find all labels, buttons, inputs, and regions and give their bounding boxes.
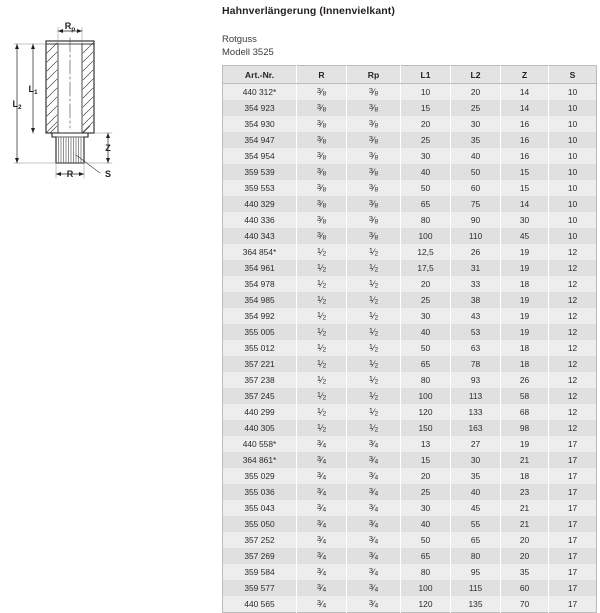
cell-art-nr: 355 012: [223, 340, 297, 356]
cell-s: 10: [549, 164, 597, 180]
table-row: [223, 388, 597, 404]
cell-s: 10: [549, 84, 597, 101]
cell-art-nr: 355 029: [223, 468, 297, 484]
cell-l1: 150: [401, 420, 451, 436]
cell-z: 21: [501, 500, 549, 516]
cell-rp: $^3⁄_4$: [347, 580, 401, 596]
cell-l1: 40: [401, 516, 451, 532]
cell-art-nr: 440 343: [223, 228, 297, 244]
cell-s: 17: [549, 468, 597, 484]
cell-art-nr: 354 954: [223, 148, 297, 164]
cell-z: 14: [501, 100, 549, 116]
label-l2: $L_2$: [12, 99, 22, 111]
cell-art-nr: 364 861*: [223, 452, 297, 468]
cell-s: 12: [549, 292, 597, 308]
cell-l2: 133: [451, 404, 501, 420]
cell-r: $^3⁄_8$: [297, 132, 347, 148]
table-row: [223, 548, 597, 564]
cell-l2: 135: [451, 596, 501, 613]
cell-l1: 80: [401, 212, 451, 228]
cell-l1: 20: [401, 116, 451, 132]
table-row: [223, 244, 597, 260]
table-row: [223, 308, 597, 324]
table-row: [223, 292, 597, 308]
cell-l1: 50: [401, 340, 451, 356]
cell-rp: $^3⁄_4$: [347, 436, 401, 452]
cell-l2: 30: [451, 116, 501, 132]
cell-s: 10: [549, 228, 597, 244]
cell-art-nr: 357 245: [223, 388, 297, 404]
cell-rp: $^3⁄_4$: [347, 564, 401, 580]
cell-z: 20: [501, 548, 549, 564]
col-header-z: Z: [501, 66, 549, 84]
cell-l1: 65: [401, 196, 451, 212]
table-row: [223, 148, 597, 164]
col-header-l1: L1: [401, 66, 451, 84]
cell-r: $^1⁄_2$: [297, 276, 347, 292]
cell-rp: $^3⁄_4$: [347, 532, 401, 548]
col-header-s: S: [549, 66, 597, 84]
cell-s: 12: [549, 308, 597, 324]
cell-z: 23: [501, 484, 549, 500]
cell-l2: 60: [451, 180, 501, 196]
cell-z: 70: [501, 596, 549, 613]
cell-l2: 95: [451, 564, 501, 580]
table-row: [223, 84, 597, 101]
col-header-art-nr: Art.-Nr.: [223, 66, 297, 84]
cell-rp: $^1⁄_2$: [347, 260, 401, 276]
cell-l1: 25: [401, 484, 451, 500]
cell-l2: 40: [451, 148, 501, 164]
cell-l2: 26: [451, 244, 501, 260]
cell-r: $^3⁄_8$: [297, 164, 347, 180]
cell-r: $^3⁄_8$: [297, 84, 347, 101]
cell-r: $^3⁄_8$: [297, 212, 347, 228]
label-rp: $R_p$: [64, 21, 76, 33]
cell-s: 10: [549, 100, 597, 116]
cell-r: $^3⁄_4$: [297, 532, 347, 548]
cell-r: $^3⁄_8$: [297, 100, 347, 116]
cell-l2: 35: [451, 468, 501, 484]
cell-z: 26: [501, 372, 549, 388]
cell-art-nr: 357 221: [223, 356, 297, 372]
cell-art-nr: 354 923: [223, 100, 297, 116]
cell-l1: 40: [401, 324, 451, 340]
cell-rp: $^1⁄_2$: [347, 404, 401, 420]
cell-r: $^3⁄_4$: [297, 436, 347, 452]
cell-rp: $^1⁄_2$: [347, 420, 401, 436]
cell-z: 14: [501, 196, 549, 212]
cell-s: 17: [549, 436, 597, 452]
cell-l1: 17,5: [401, 260, 451, 276]
cell-s: 10: [549, 132, 597, 148]
table-row: [223, 420, 597, 436]
cell-z: 18: [501, 340, 549, 356]
cell-rp: $^1⁄_2$: [347, 292, 401, 308]
cell-s: 17: [549, 564, 597, 580]
cell-art-nr: 440 558*: [223, 436, 297, 452]
cell-art-nr: 355 005: [223, 324, 297, 340]
cell-r: $^3⁄_8$: [297, 116, 347, 132]
cell-art-nr: 354 985: [223, 292, 297, 308]
cell-s: 12: [549, 420, 597, 436]
cell-r: $^3⁄_4$: [297, 596, 347, 613]
cell-l2: 50: [451, 164, 501, 180]
cell-z: 21: [501, 452, 549, 468]
cell-l2: 40: [451, 484, 501, 500]
cell-r: $^1⁄_2$: [297, 420, 347, 436]
cell-rp: $^1⁄_2$: [347, 356, 401, 372]
cell-l2: 93: [451, 372, 501, 388]
cell-z: 60: [501, 580, 549, 596]
cell-art-nr: 357 238: [223, 372, 297, 388]
cell-z: 98: [501, 420, 549, 436]
cell-art-nr: 440 312*: [223, 84, 297, 101]
cell-z: 14: [501, 84, 549, 101]
cell-l2: 115: [451, 580, 501, 596]
cell-s: 10: [549, 180, 597, 196]
cell-l1: 30: [401, 148, 451, 164]
cell-art-nr: 355 050: [223, 516, 297, 532]
cell-r: $^3⁄_4$: [297, 484, 347, 500]
cell-z: 16: [501, 116, 549, 132]
cell-s: 10: [549, 212, 597, 228]
cell-l2: 38: [451, 292, 501, 308]
cell-s: 17: [549, 500, 597, 516]
cell-rp: $^3⁄_4$: [347, 516, 401, 532]
cell-rp: $^3⁄_8$: [347, 228, 401, 244]
cell-r: $^1⁄_2$: [297, 356, 347, 372]
cell-r: $^3⁄_8$: [297, 228, 347, 244]
cell-art-nr: 359 584: [223, 564, 297, 580]
cell-z: 19: [501, 436, 549, 452]
cell-rp: $^3⁄_4$: [347, 548, 401, 564]
table-row: [223, 324, 597, 340]
table-row: [223, 356, 597, 372]
cell-rp: $^1⁄_2$: [347, 244, 401, 260]
cell-l1: 25: [401, 132, 451, 148]
cell-z: 19: [501, 260, 549, 276]
leader-s: [76, 155, 100, 173]
cell-l1: 20: [401, 276, 451, 292]
cell-l2: 35: [451, 132, 501, 148]
cell-l2: 53: [451, 324, 501, 340]
table-row: [223, 500, 597, 516]
cell-rp: $^1⁄_2$: [347, 308, 401, 324]
specification-table: [222, 65, 597, 613]
cell-r: $^3⁄_4$: [297, 452, 347, 468]
table-row: [223, 516, 597, 532]
cell-r: $^1⁄_2$: [297, 404, 347, 420]
cell-s: 17: [549, 548, 597, 564]
cell-r: $^3⁄_8$: [297, 148, 347, 164]
cell-art-nr: 364 854*: [223, 244, 297, 260]
cell-z: 68: [501, 404, 549, 420]
table-row: [223, 212, 597, 228]
cell-rp: $^3⁄_4$: [347, 500, 401, 516]
cell-l1: 15: [401, 100, 451, 116]
male-thread-outline: [52, 133, 88, 163]
cell-s: 12: [549, 340, 597, 356]
cell-art-nr: 357 269: [223, 548, 297, 564]
table-row: [223, 532, 597, 548]
cell-l1: 12,5: [401, 244, 451, 260]
cell-r: $^3⁄_8$: [297, 180, 347, 196]
cell-rp: $^3⁄_4$: [347, 452, 401, 468]
cell-r: $^1⁄_2$: [297, 340, 347, 356]
technical-drawing-pane: [0, 0, 215, 600]
cell-l2: 55: [451, 516, 501, 532]
cell-s: 17: [549, 452, 597, 468]
cell-r: $^1⁄_2$: [297, 292, 347, 308]
cell-s: 17: [549, 532, 597, 548]
cell-art-nr: 440 299: [223, 404, 297, 420]
cell-r: $^1⁄_2$: [297, 388, 347, 404]
cell-rp: $^1⁄_2$: [347, 340, 401, 356]
cell-z: 19: [501, 308, 549, 324]
cell-rp: $^1⁄_2$: [347, 372, 401, 388]
cell-l2: 110: [451, 228, 501, 244]
cell-r: $^3⁄_4$: [297, 580, 347, 596]
page-title: Hahnverlängerung (Innenvielkant): [222, 5, 395, 17]
cell-r: $^1⁄_2$: [297, 324, 347, 340]
cell-l2: 20: [451, 84, 501, 101]
table-row: [223, 228, 597, 244]
cell-art-nr: 354 961: [223, 260, 297, 276]
table-row: [223, 260, 597, 276]
cell-z: 15: [501, 164, 549, 180]
cell-z: 19: [501, 324, 549, 340]
cell-l1: 80: [401, 372, 451, 388]
cell-z: 18: [501, 276, 549, 292]
product-subtitle: [222, 34, 596, 59]
cell-art-nr: 359 553: [223, 180, 297, 196]
cell-l2: 45: [451, 500, 501, 516]
cell-z: 19: [501, 292, 549, 308]
cell-rp: $^3⁄_8$: [347, 100, 401, 116]
cell-art-nr: 359 539: [223, 164, 297, 180]
cell-art-nr: 354 930: [223, 116, 297, 132]
cell-l1: 30: [401, 500, 451, 516]
cell-s: 17: [549, 580, 597, 596]
col-header-r: R: [297, 66, 347, 84]
fitting-cross-section-drawing: [0, 0, 215, 220]
cell-s: 12: [549, 372, 597, 388]
cell-l2: 113: [451, 388, 501, 404]
cell-l2: 30: [451, 452, 501, 468]
label-z: Z: [105, 143, 111, 153]
cell-s: 10: [549, 116, 597, 132]
model-label: Modell 3525: [222, 46, 274, 58]
cell-s: 12: [549, 244, 597, 260]
cell-s: 12: [549, 404, 597, 420]
table-row: [223, 340, 597, 356]
cell-l1: 15: [401, 452, 451, 468]
cell-r: $^1⁄_2$: [297, 372, 347, 388]
cell-l1: 120: [401, 596, 451, 613]
cell-l1: 10: [401, 84, 451, 101]
cell-rp: $^3⁄_8$: [347, 196, 401, 212]
cell-r: $^3⁄_4$: [297, 516, 347, 532]
cell-l1: 80: [401, 564, 451, 580]
cell-l1: 100: [401, 228, 451, 244]
cell-r: $^3⁄_4$: [297, 500, 347, 516]
content-pane: [222, 0, 596, 613]
cell-art-nr: 354 992: [223, 308, 297, 324]
cell-rp: $^1⁄_2$: [347, 324, 401, 340]
cell-l1: 65: [401, 548, 451, 564]
cell-s: 10: [549, 148, 597, 164]
cell-l2: 80: [451, 548, 501, 564]
table-row: [223, 276, 597, 292]
col-header-l2: L2: [451, 66, 501, 84]
cell-rp: $^3⁄_8$: [347, 180, 401, 196]
cell-z: 18: [501, 468, 549, 484]
table-row: [223, 164, 597, 180]
cell-rp: $^3⁄_4$: [347, 596, 401, 613]
cell-art-nr: 355 043: [223, 500, 297, 516]
cell-r: $^3⁄_8$: [297, 196, 347, 212]
table-row: [223, 132, 597, 148]
cell-z: 45: [501, 228, 549, 244]
table-row: [223, 580, 597, 596]
cell-z: 18: [501, 356, 549, 372]
cell-r: $^3⁄_4$: [297, 468, 347, 484]
cell-r: $^1⁄_2$: [297, 244, 347, 260]
cell-l1: 25: [401, 292, 451, 308]
table-body: [223, 84, 597, 613]
table-row: [223, 564, 597, 580]
cell-z: 20: [501, 532, 549, 548]
cell-r: $^3⁄_4$: [297, 548, 347, 564]
cell-l1: 40: [401, 164, 451, 180]
cell-l2: 163: [451, 420, 501, 436]
cell-art-nr: 355 036: [223, 484, 297, 500]
material-label: Rotguss: [222, 34, 257, 45]
cell-r: $^3⁄_4$: [297, 564, 347, 580]
cell-s: 10: [549, 196, 597, 212]
cell-z: 16: [501, 132, 549, 148]
cell-s: 17: [549, 596, 597, 613]
cell-l1: 120: [401, 404, 451, 420]
cell-z: 35: [501, 564, 549, 580]
cell-r: $^1⁄_2$: [297, 308, 347, 324]
cell-l2: 63: [451, 340, 501, 356]
table-row: [223, 180, 597, 196]
cell-rp: $^3⁄_8$: [347, 116, 401, 132]
cell-z: 19: [501, 244, 549, 260]
cell-l2: 25: [451, 100, 501, 116]
cell-art-nr: 354 947: [223, 132, 297, 148]
col-header-rp: Rp: [347, 66, 401, 84]
cell-l2: 65: [451, 532, 501, 548]
table-row: [223, 596, 597, 613]
cell-z: 30: [501, 212, 549, 228]
cell-l2: 33: [451, 276, 501, 292]
cell-rp: $^3⁄_4$: [347, 484, 401, 500]
cell-art-nr: 440 565: [223, 596, 297, 613]
cell-z: 15: [501, 180, 549, 196]
cell-art-nr: 440 336: [223, 212, 297, 228]
cell-l1: 20: [401, 468, 451, 484]
cell-z: 21: [501, 516, 549, 532]
cell-art-nr: 357 252: [223, 532, 297, 548]
table-row: [223, 436, 597, 452]
cell-l2: 27: [451, 436, 501, 452]
cell-art-nr: 440 329: [223, 196, 297, 212]
cell-l2: 31: [451, 260, 501, 276]
table-row: [223, 452, 597, 468]
cell-l1: 50: [401, 180, 451, 196]
cell-l1: 65: [401, 356, 451, 372]
table-row: [223, 196, 597, 212]
cell-rp: $^1⁄_2$: [347, 388, 401, 404]
cell-rp: $^3⁄_8$: [347, 84, 401, 101]
cell-art-nr: 354 978: [223, 276, 297, 292]
table-header-row: [223, 66, 597, 84]
cell-l1: 50: [401, 532, 451, 548]
cell-s: 12: [549, 276, 597, 292]
cell-l2: 75: [451, 196, 501, 212]
label-l1: $L_1$: [28, 84, 38, 96]
cell-s: 12: [549, 356, 597, 372]
cell-rp: $^1⁄_2$: [347, 276, 401, 292]
cell-s: 12: [549, 324, 597, 340]
table-row: [223, 116, 597, 132]
table-row: [223, 100, 597, 116]
table-row: [223, 468, 597, 484]
cell-rp: $^3⁄_8$: [347, 164, 401, 180]
cell-z: 16: [501, 148, 549, 164]
table-row: [223, 484, 597, 500]
cell-rp: $^3⁄_8$: [347, 148, 401, 164]
cell-z: 58: [501, 388, 549, 404]
cell-s: 12: [549, 260, 597, 276]
cell-l2: 43: [451, 308, 501, 324]
cell-l2: 78: [451, 356, 501, 372]
table-row: [223, 372, 597, 388]
label-s: S: [105, 169, 112, 179]
cell-l1: 30: [401, 308, 451, 324]
cell-s: 12: [549, 388, 597, 404]
cell-rp: $^3⁄_8$: [347, 212, 401, 228]
cell-art-nr: 440 305: [223, 420, 297, 436]
cell-l1: 13: [401, 436, 451, 452]
cell-s: 17: [549, 484, 597, 500]
cell-rp: $^3⁄_4$: [347, 468, 401, 484]
table-row: [223, 404, 597, 420]
cell-l2: 90: [451, 212, 501, 228]
cell-r: $^1⁄_2$: [297, 260, 347, 276]
label-r: R: [66, 169, 74, 179]
cell-s: 17: [549, 516, 597, 532]
cell-rp: $^3⁄_8$: [347, 132, 401, 148]
cell-l1: 100: [401, 580, 451, 596]
cell-l1: 100: [401, 388, 451, 404]
cell-art-nr: 359 577: [223, 580, 297, 596]
